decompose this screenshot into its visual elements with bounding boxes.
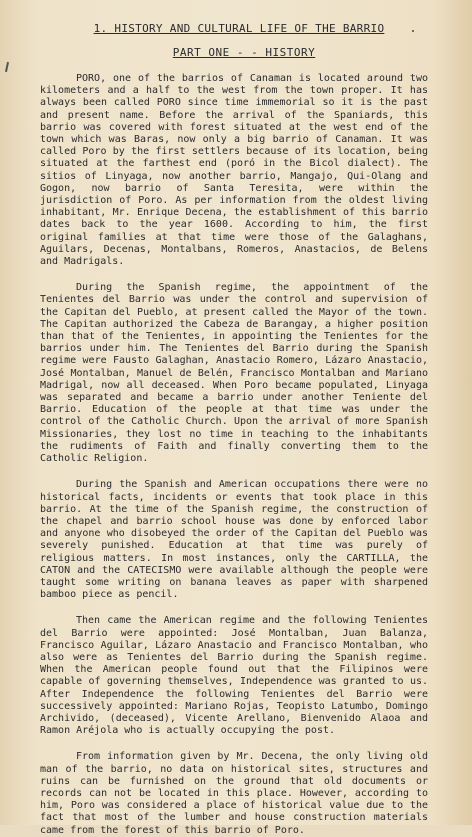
margin-pen-mark <box>5 62 9 72</box>
paragraph-5: From information given by Mr. Decena, the only living old man of the barrio, no data on historical sites, structures and ruins can be furnished on the ground that old documents or records can not be located in this place. However, according to him, Poro was considered a place of historical value due to the fact that most of the lumber and house construction materials came from the forest of this barrio of Poro. <box>40 751 428 836</box>
paragraph-1: PORO, one of the barrios of Canaman is located around two kilometers and a half to the west from the town proper. It has always been called PORO since time immemorial so it is the past and present name. Before the arrival of the Spaniards, this barrio was covered with forest situated at the west end of the town which was Baras, now only a big barrio of Canaman. It was called Poro by the first settlers because of its location, being situated at the farthest end (poró in the Bicol dialect). The sitios of Linyaga, now another barrio, Mangajo, Qui-Olang and Gogon, now barrio of Santa Teresita, were within the jurisdiction of Poro. As per information from the oldest living inhabitant, Mr. Enrique Decena, the establishment of this barrio dates back to the year 1600. According to him, the first original families at that time were those of the Galaghans, Aguilars, Decenas, Montalbans, Romeros, Anastacios, de Belens and Madrigals. <box>40 73 428 268</box>
paragraph-3: During the Spanish and American occupations there were no historical facts, incidents or events that took place in this barrio. At the time of the Spanish regime, the construction of the chapel and barrio school house was done by enforced labor and anyone who disobeyed the order of the Capitan del Pueblo was severely punished. Education at that time was purely of religious matters. In most instances, only the CARTILLA, the CATON and the CATECISMO were available although the people were taught some writing on banana leaves as paper with sharpened bamboo piece as pencil. <box>40 479 428 601</box>
ink-dot <box>412 30 414 32</box>
paragraph-4: Then came the American regime and the following Tenientes del Barrio were appointed: José Montalban, Juan Balanza, Francisco Aguilar, Lázaro Anastacio and Francisco Montalban, who also were as Tenientes del Barrio during the Spanish regime. When the American people found out that the Filipinos were capable of governing themselves, Independence was granted to us. After Independence the following Tenientes del Barrio were successively appointed: Mariano Rojas, Teopisto Latumbo, Domingo Archivido, (deceased), Vicente Arellano, Bienvenido Alaoa and Ramon Aréjola who is actually occupying the post. <box>40 615 428 737</box>
section-heading: 1. HISTORY AND CULTURAL LIFE OF THE BARRIO <box>93 22 385 35</box>
paragraph-2: During the Spanish regime, the appointment of the Tenientes del Barrio was under the control and supervision of the Capitan del Pueblo, at present called the Mayor of the town. The Capitan authorized the Cabeza de Barangay, a higher position than that of the Tenientes, in appointing the Tenientes for the barrios under him. The Tenientes del Barrio during the Spanish regime were Fausto Galaghan, Anastacio Romero, Lázaro Anastacio, José Montalban, Manuel de Belén, Francisco Montalban and Mariano Madrigal, now all deceased. When Poro became populated, Linyaga was separated and became a barrio under another Teniente del Barrio. Education of the people at that time was under the control of the Catholic Church. Upon the arrival of more Spanish Missionaries, they lost no time in teaching to the inhabitants the rudiments of Faith and finally converting them to the Catholic Religion. <box>40 282 428 465</box>
part-heading: PART ONE - - HISTORY <box>172 46 316 59</box>
